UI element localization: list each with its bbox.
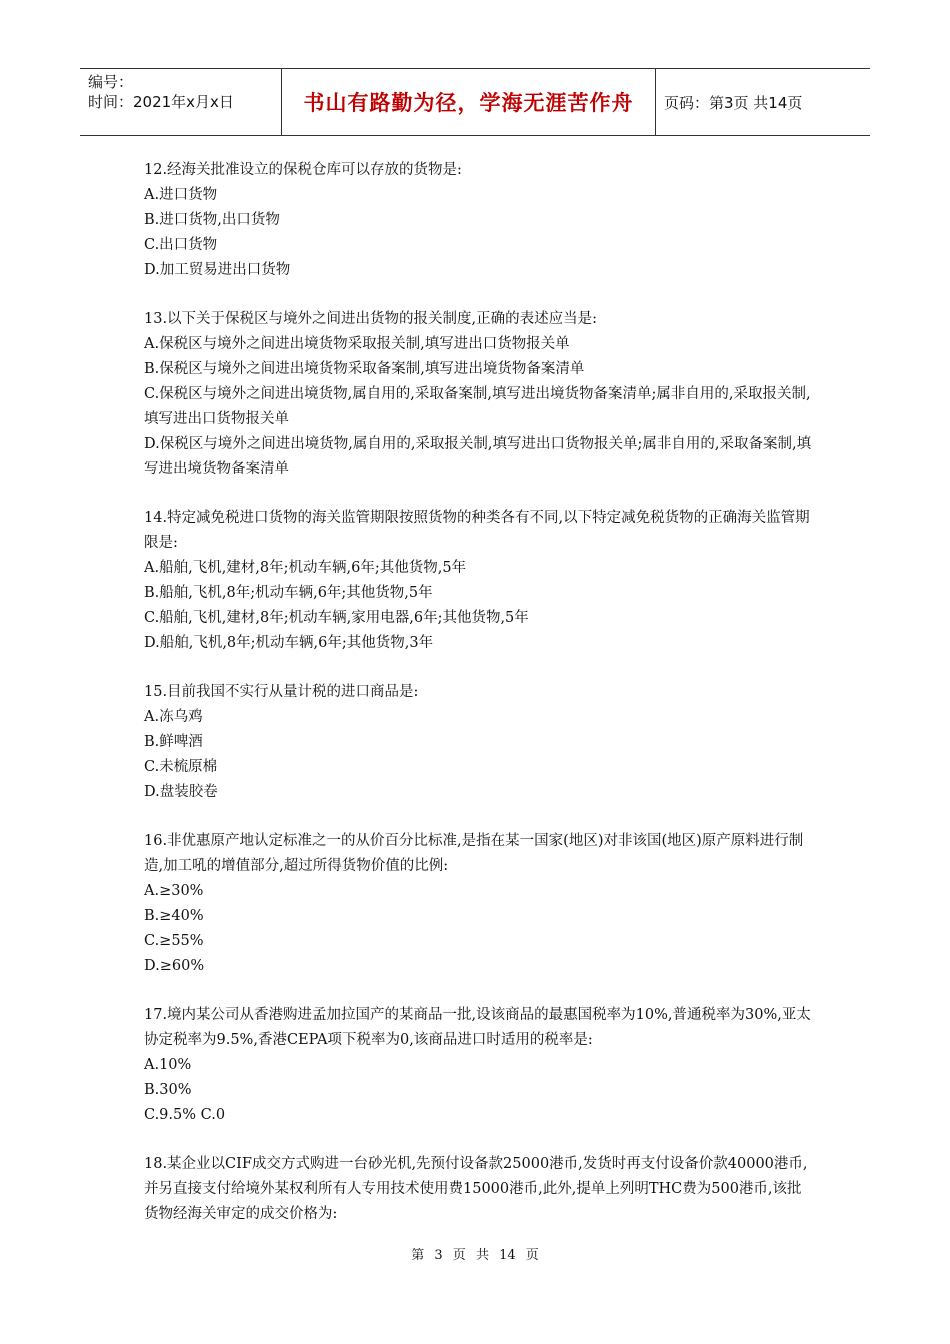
option: D.盘装胶卷 (144, 784, 218, 800)
option: B.进口货物,出口货物 (144, 212, 280, 228)
option: B.船舶,飞机,8年;机动车辆,6年;其他货物,5年 (144, 585, 433, 601)
question-17 (144, 1003, 814, 1128)
page-header (80, 68, 870, 136)
header-meta (80, 69, 282, 135)
option: D.≥60% (144, 958, 205, 974)
option: D.加工贸易进出口货物 (144, 262, 291, 278)
option: C.≥55% (144, 933, 204, 949)
document-date-label: 时间：2021年x月x日 (88, 93, 234, 111)
option: C.船舶,飞机,建材,8年;机动车辆,家用电器,6年;其他货物,5年 (144, 610, 529, 626)
footer-text: 页 (525, 1248, 539, 1263)
option: A.10% (144, 1057, 192, 1073)
question-stem: 15.目前我国不实行从量计税的进口商品是: (144, 684, 419, 700)
question-stem: 18.某企业以CIF成交方式购进一台砂光机,先预付设备款25000港币,发货时再支付设备价款40000港币,并另直接支付给境外某权利所有人专用技术使用费15000港币,此外,提单上列明THC费为500港币,该批货物经海关审定的成交价格为: (144, 1156, 808, 1222)
header-motto: 书山有路勤为径，学海无涯苦作舟 (282, 69, 656, 135)
option: A.≥30% (144, 883, 204, 899)
question-stem: 16.非优惠原产地认定标准之一的从价百分比标准,是指在某一国家(地区)对非该国(地区)原产原料进行制造,加工吼的增值部分,超过所得货物价值的比例: (144, 833, 804, 874)
question-list (144, 158, 814, 1251)
question-stem: 13.以下关于保税区与境外之间进出货物的报关制度,正确的表述应当是: (144, 311, 598, 327)
question-stem: 14.特定减免税进口货物的海关监管期限按照货物的种类各有不同,以下特定减免税货物的正确海关监管期限是: (144, 510, 810, 551)
option: C.出口货物 (144, 237, 218, 253)
question-14 (144, 506, 814, 656)
footer-page-number: 3 (434, 1248, 443, 1263)
option: B.30% (144, 1082, 192, 1098)
option: A.冻乌鸡 (144, 709, 203, 725)
footer-total-pages: 14 (499, 1248, 516, 1263)
page-footer (0, 1244, 950, 1263)
footer-text: 共 (475, 1248, 489, 1263)
option: A.船舶,飞机,建材,8年;机动车辆,6年;其他货物,5年 (144, 560, 467, 576)
question-16 (144, 829, 814, 979)
footer-text: 第 (411, 1248, 425, 1263)
option: A.进口货物 (144, 187, 218, 203)
option: B.鲜啤酒 (144, 734, 203, 750)
footer-text: 页 (452, 1248, 466, 1263)
option: D.保税区与境外之间进出境货物,属自用的,采取报关制,填写进出口货物报关单;属非自用的,采取备案制,填写进出境货物备案清单 (144, 436, 812, 477)
question-18 (144, 1152, 814, 1227)
option: C.保税区与境外之间进出境货物,属自用的,采取备案制,填写进出境货物备案清单;属非自用的,采取报关制,填写进出口货物报关单 (144, 386, 811, 427)
question-stem: 17.境内某公司从香港购进孟加拉国产的某商品一批,设该商品的最惠国税率为10%,普通税率为30%,亚太协定税率为9.5%,香港CEPA项下税率为0,该商品进口时适用的税率是: (144, 1007, 811, 1048)
question-15 (144, 680, 814, 805)
document-number-label: 编号： (88, 73, 134, 91)
header-page-indicator: 页码：第3页 共14页 (664, 93, 803, 112)
option: B.≥40% (144, 908, 204, 924)
option: C.9.5% C.0 (144, 1107, 226, 1123)
option: A.保税区与境外之间进出境货物采取报关制,填写进出口货物报关单 (144, 336, 570, 352)
question-12 (144, 158, 814, 283)
option: C.未梳原棉 (144, 759, 218, 775)
option: B.保税区与境外之间进出境货物采取备案制,填写进出境货物备案清单 (144, 361, 585, 377)
option: D.船舶,飞机,8年;机动车辆,6年;其他货物,3年 (144, 635, 434, 651)
question-stem: 12.经海关批准设立的保税仓库可以存放的货物是: (144, 162, 462, 178)
question-13 (144, 307, 814, 482)
